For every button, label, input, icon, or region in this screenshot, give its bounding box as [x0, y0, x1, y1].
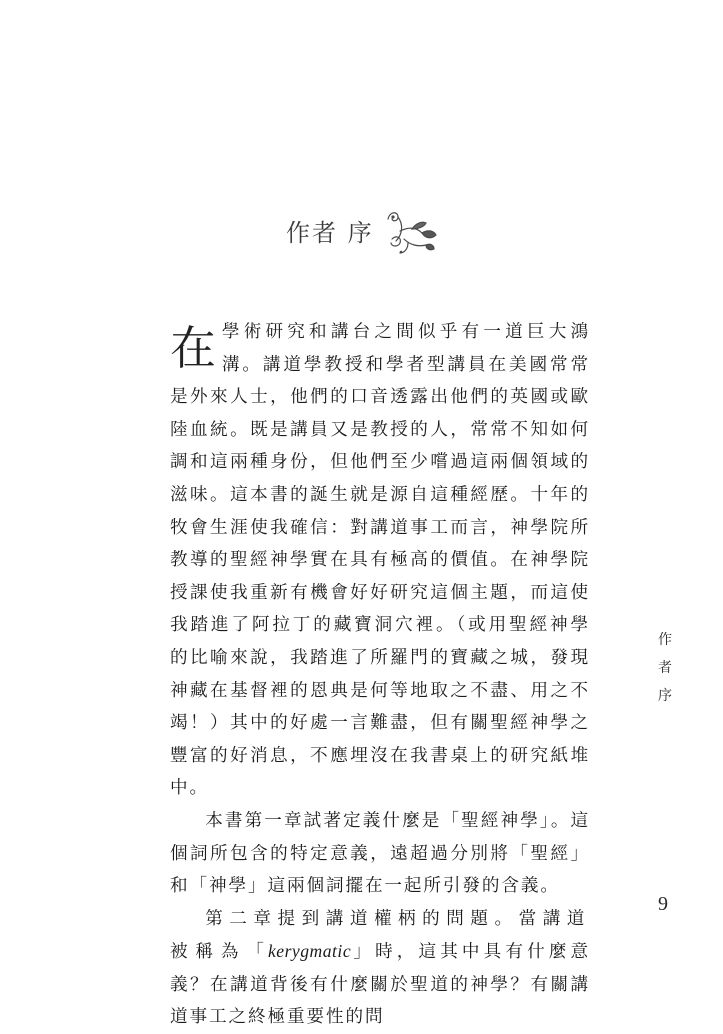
paragraph-2-text: 本書第一章試著定義什麼是「聖經神學」。這個詞所包含的特定意義，遠超過分別將「聖經」和「神學」這兩個詞擺在一起所引發的含義。: [170, 810, 590, 897]
paragraph-3-tail: 時，這其中具有什麼意義？在講道背後有什麼關於聖道的神學？有關講道事工之終極重要性的問: [170, 942, 590, 1028]
running-head-char-3: 序: [658, 688, 672, 704]
paragraph-1: [170, 316, 590, 805]
chapter-heading: [270, 205, 440, 255]
running-head-char-2: 者: [658, 660, 672, 676]
running-head-char-1: 作: [658, 632, 672, 648]
paragraph-3: [170, 903, 590, 1034]
quote-close: 」: [351, 942, 376, 963]
page-number: 9: [658, 893, 668, 915]
paragraph-1-text: 學術研究和講台之間似乎有一道巨大鴻溝。講道學教授和學者型講員在美國常常是外來人士，他們的口音透露出他們的英國或歐陸血統。既是講員又是教授的人，常常不知如何調和這兩種身份，但他們至少嚐過這兩個領域的滋味。這本書的誕生就是源自這種經歷。十年的牧會生涯使我確信：對講道事工而言，神學院所教導的聖經神學實在具有極高的價值。在神學院授課使我重新有機會好好研究這個主題，而這使我踏進了阿拉丁的藏寶洞穴裡。（或用聖經神學的比喻來說，我踏進了所羅門的寶藏之城，發現神藏在基督裡的恩典是何等地取之不盡、用之不竭！）其中的好處一言難盡，但有關聖經神學之豐富的好消息，不應埋沒在我書桌上的研究紙堆中。: [170, 322, 590, 799]
chapter-title: 作者 序: [286, 219, 374, 247]
floral-swirl-ornament-icon: [382, 205, 440, 257]
drop-cap: 在: [170, 321, 218, 375]
preface-body: [170, 316, 590, 1034]
paragraph-3-lead: 第二章提到講道權柄的問題。當講道被稱為: [170, 908, 590, 963]
italic-term: kerygmatic: [267, 941, 352, 962]
quote-open: 「: [246, 942, 268, 963]
paragraph-2: [170, 805, 590, 903]
running-head: [655, 626, 675, 710]
